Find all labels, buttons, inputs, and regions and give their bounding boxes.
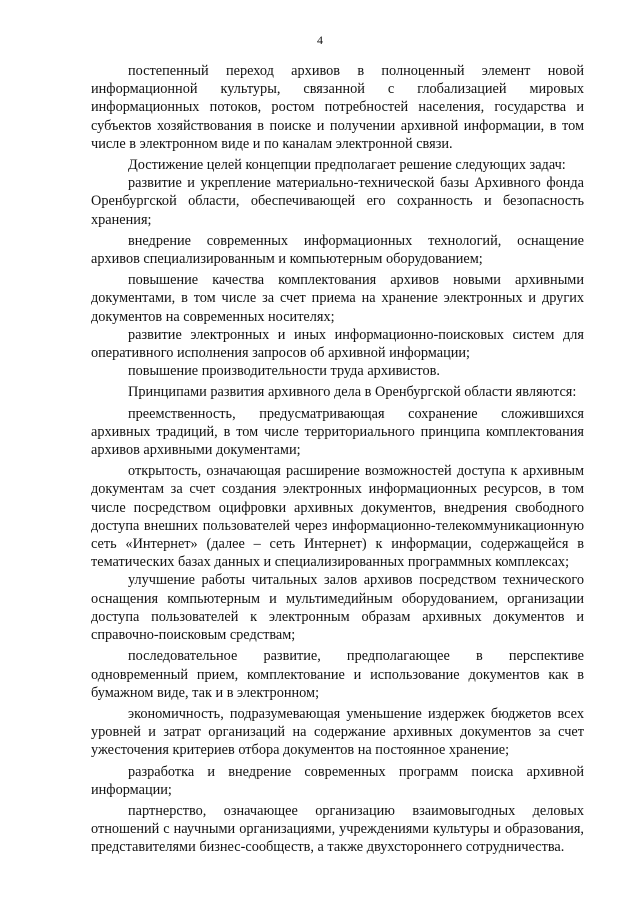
paragraph-tasks-intro: Достижение целей концепции предполагает решение следующих задач: — [128, 157, 566, 174]
paragraph-principle-openness: открытость, означающая расширение возможностей доступа к архивным документам за счет создания электронных информационных ресурсов, в том числе посредством оцифровки архивных документов, внедрения свободного доступа внешних пользователей через информационно-телекоммуникационную сеть «Интернет» (далее – сеть Интернет) к информации, содержащейся в тематических базах данных и специализированных программных комплексах; — [91, 463, 584, 571]
paragraph-principle-development: последовательное развитие, предполагающее в перспективе одновременный прием, комплектование и использование документов как в бумажном виде, так и в электронном; — [91, 648, 584, 701]
paragraph-search-programs: разработка и внедрение современных программ поиска архивной информации; — [91, 763, 584, 798]
page-number: 4 — [317, 33, 323, 47]
paragraph-task-search-systems: развитие электронных и иных информационно-поисковых систем для оперативного исполнения запросов об архивной информации; — [91, 326, 584, 362]
paragraph-task-material-base: развитие и укрепление материально-технической базы Архивного фонда Оренбургской области, обеспечивающей его сохранность и безопасность хранения; — [91, 175, 584, 228]
paragraph-principles-intro: Принципами развития архивного дела в Оренбургской области являются: — [128, 384, 577, 401]
paragraph-task-acquisition: повышение качества комплектования архивов новыми архивными документами, в том числе за счет приема на хранение электронных и других документов на современных носителях; — [91, 272, 584, 325]
page-body — [91, 62, 584, 857]
paragraph-task-productivity: повышение производительности труда архивистов. — [128, 363, 440, 380]
paragraph-transition: постепенный переход архивов в полноценный элемент новой информационной культуры, связанной с глобализацией мировых информационных потоков, ростом потребностей населения, государства и субъектов хозяйствования в поиске и получении архивной информации, в том числе в электронном виде и по каналам электронной связи. — [91, 63, 584, 152]
paragraph-principle-partnership: партнерство, означающее организацию взаимовыгодных деловых отношений с научными организациями, учреждениями культуры и образования, представителями бизнес-сообществ, а также двухстороннего сотрудничества. — [91, 802, 584, 856]
paragraph-principle-economy: экономичность, подразумевающая уменьшение издержек бюджетов всех уровней и затрат организаций на содержание архивных документов за счет ужесточения критериев отбора документов на постоянное хранение; — [91, 705, 584, 759]
paragraph-task-it: внедрение современных информационных технологий, оснащение архивов специализированным и компьютерным оборудованием; — [91, 232, 584, 268]
paragraph-reading-rooms: улучшение работы читальных залов архивов посредством технического оснащения компьютерным и мультимедийным оборудованием, организации доступа пользователей к электронным образам архивных документов и справочно-поисковым средствам; — [91, 572, 584, 644]
paragraph-principle-continuity: преемственность, предусматривающая сохранение сложившихся архивных традиций, в том числе территориального принципа комплектования архивов архивными документами; — [91, 405, 584, 459]
